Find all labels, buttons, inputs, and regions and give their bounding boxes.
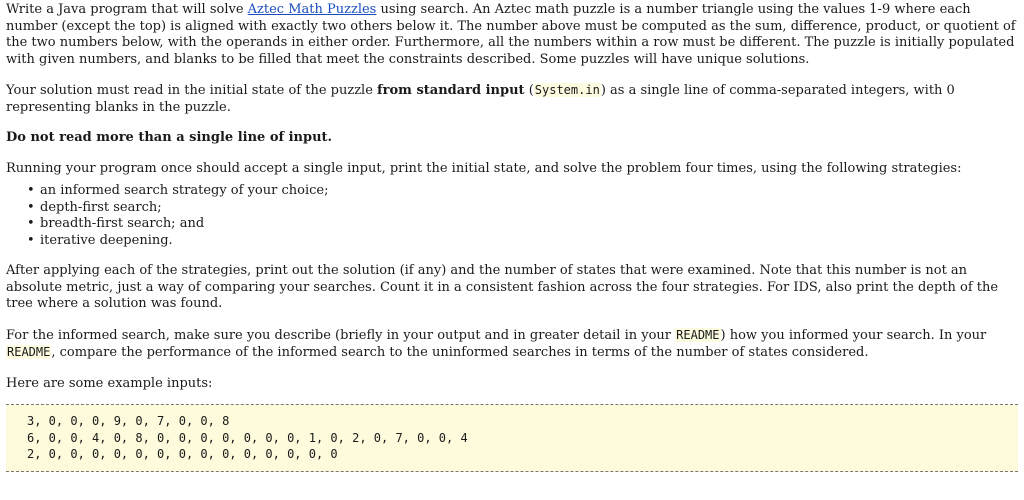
readme-code: README bbox=[7, 345, 51, 359]
aztec-math-puzzles-link[interactable]: Aztec Math Puzzles bbox=[247, 2, 377, 17]
after-paragraph: After applying each of the strategies, print out the solution (if any) and the number of states that were examined. Note that this number is not an absolute metric, just a way of comparing your searches. Count it in a consistent fashion across the four strategies. For IDS, also print the depth of the tree where a solution was found. bbox=[6, 263, 999, 311]
strategy-list bbox=[6, 183, 1018, 249]
input-paragraph: Your solution must read in the initial state of the puzzle from standard input (System.in) as a single line of comma-separated integers, with 0 representing blanks in the puzzle. bbox=[6, 83, 955, 115]
system-in-code: System.in bbox=[534, 83, 600, 97]
intro-paragraph: Write a Java program that will solve Aztec Math Puzzles using search. An Aztec math puzzle is a number triangle using the values 1-9 where each number (except the top) is aligned with exactly two others below it. The number above must be computed as the sum, difference, product, or quotient of the two numbers below, with the operands in either order. Furthermore, all the numbers within a row must be different. The puzzle is initially populated with given numbers, and blanks to be filled that meet the constraints described. Some puzzles will have unique solutions. bbox=[6, 2, 1016, 67]
example-inputs-block bbox=[6, 404, 1018, 472]
stdin-emphasis: from standard input bbox=[377, 83, 525, 98]
readme-code: README bbox=[676, 327, 720, 342]
example-line: 3, 0, 0, 0, 9, 0, 7, 0, 0, 8 bbox=[27, 414, 230, 428]
single-line-warning: Do not read more than a single line of input. bbox=[6, 130, 333, 145]
list-item: • breadth-first search; and bbox=[40, 216, 1018, 233]
list-item: • an informed search strategy of your choice; bbox=[40, 183, 1018, 200]
informed-paragraph: For the informed search, make sure you describe (briefly in your output and in greater detail in your README) how you informed your search. In your README, compare the performance of the informed search to the uninformed searches in terms of the number of states considered. bbox=[6, 327, 987, 360]
list-item: • depth-first search; bbox=[40, 200, 1018, 217]
list-item: • iterative deepening. bbox=[40, 233, 1018, 250]
example-line: 6, 0, 0, 4, 0, 8, 0, 0, 0, 0, 0, 0, 0, 1, 0, 2, 0, 7, 0, 0, 4 bbox=[27, 430, 468, 445]
example-line: 2, 0, 0, 0, 0, 0, 0, 0, 0, 0, 0, 0, 0, 0, 0 bbox=[27, 447, 338, 461]
examples-label: Here are some example inputs: bbox=[6, 375, 213, 391]
running-paragraph: Running your program once should accept a single input, print the initial state, and solve the problem four times, using the following strategies: bbox=[6, 160, 962, 176]
